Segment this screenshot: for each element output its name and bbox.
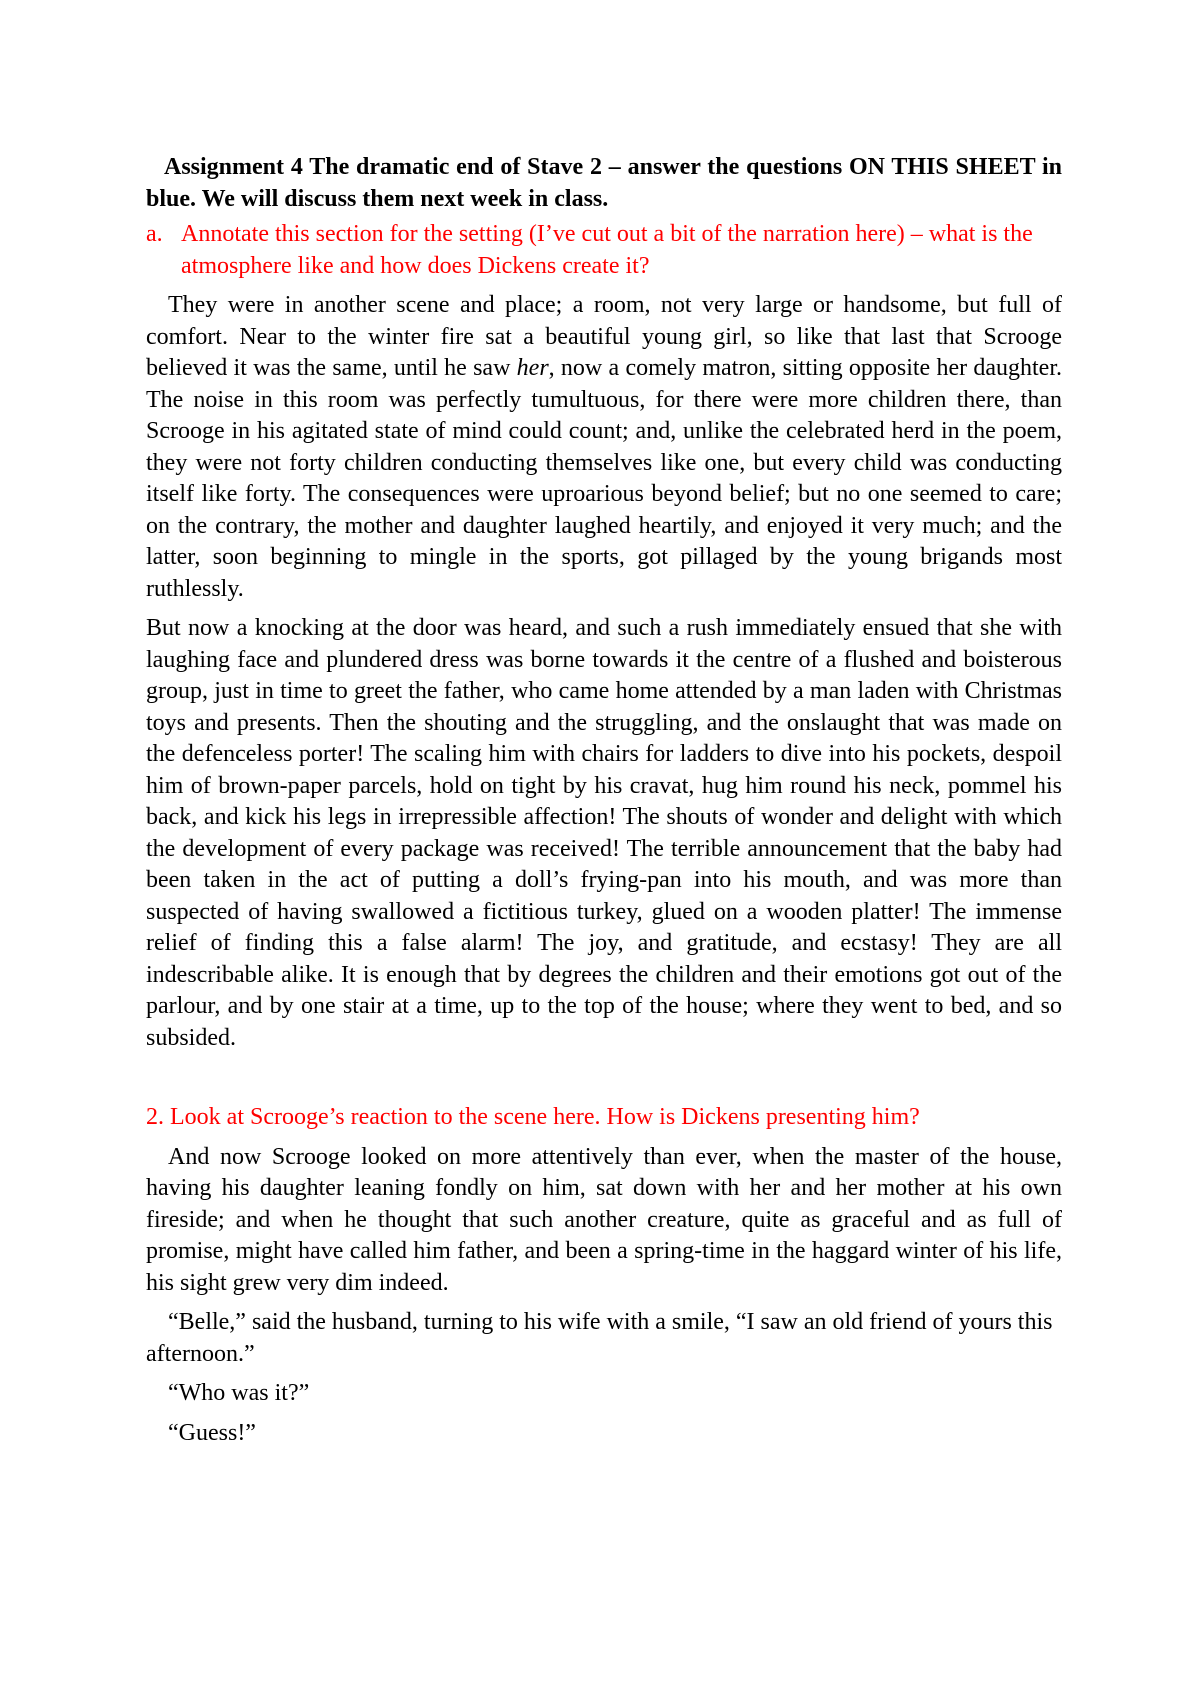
passage-setting-part2: , now a comely matron, sitting opposite her daughter. The noise in this room was perfectly tumultuous, for there were more children there, than Scrooge in his agitated state of mind could count; and, unlike the celebrated herd in the poem, they were not forty children conducting themselves like one, but every child was conducting itself like forty. The consequences were uproarious beyond belief; but no one seemed to care; on the contrary, the mother and daughter laughed heartily, and enjoyed it very much; and the latter, soon beginning to mingle in the sports, got pillaged by the young brigands most ruthlessly.: [146, 355, 1062, 602]
passage-scrooge-reaction: And now Scrooge looked on more attentively than ever, when the master of the house, having his daughter leaning fondly on him, sat down with her and her mother at his own fireside; and when he thought that such another creature, quite as graceful and as full of promise, might have called him father, and been a spring-time in the haggard winter of his life, his sight grew very dim indeed.: [146, 1143, 1062, 1296]
dialogue-line: “Belle,” said the husband, turning to his wife with a smile, “I saw an old friend of yours this afternoon.”: [146, 1309, 1053, 1367]
dialogue-line: “Who was it?”: [168, 1380, 310, 1406]
dialogue-line: “Guess!”: [168, 1419, 256, 1446]
question-a-text: Annotate this section for the setting (I’ve cut out a bit of the narration here) – what is the atmosphere like and how does Dickens create it?: [181, 221, 1033, 279]
question-a: [146, 219, 1062, 282]
assignment-heading: Assignment 4 The dramatic end of Stave 2 – answer the questions ON THIS SHEET in blue. We will discuss them next week in class.: [146, 154, 1062, 212]
passage-setting-part1: They were in another scene and place; a room, not very large or handsome, but full of comfort. Near to the winter fire sat a beautiful young girl, so like that last that Scrooge believed it was the same, until he saw: [146, 292, 1062, 381]
section-spacer: [146, 1062, 1062, 1102]
question-2: 2. Look at Scrooge’s reaction to the scene here. How is Dickens presenting him?: [146, 1104, 920, 1130]
passage-setting: [146, 290, 1062, 605]
question-a-marker: a.: [146, 221, 163, 247]
passage-knocking: But now a knocking at the door was heard, and such a rush immediately ensued that she with laughing face and plundered dress was borne towards it the centre of a flushed and boisterous group, just in time to greet the father, who came home attended by a man laden with Christmas toys and presents. Then the shouting and the struggling, and the onslaught that was made on the defenceless porter! The scaling him with chairs for ladders to dive into his pockets, despoil him of brown-paper parcels, hold on tight by his cravat, hug him round his neck, pommel his back, and kick his legs in irrepressible affection! The shouts of wonder and delight with which the development of every package was received! The terrible announcement that the baby had been taken in the act of putting a doll’s frying-pan into his mouth, and was more than suspected of having swallowed a fictitious turkey, glued on a wooden platter! The immense relief of finding this a false alarm! The joy, and gratitude, and ecstasy! They are all indescribable alike. It is enough that by degrees the children and their emotions got out of the parlour, and by one stair at a time, up to the top of the house; where they went to bed, and so subsided.: [146, 615, 1062, 1051]
passage-setting-italic: her: [516, 355, 549, 381]
document-page: [146, 152, 1062, 1457]
